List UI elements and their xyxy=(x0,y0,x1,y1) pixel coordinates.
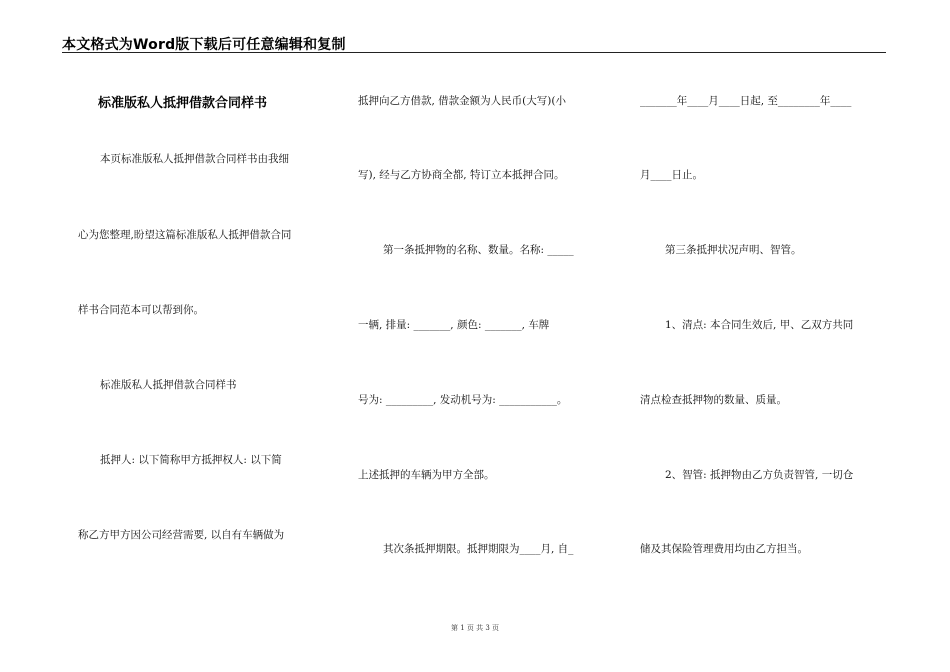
paragraph-line: 1、清点: 本合同生效后, 甲、乙双方共同 xyxy=(665,319,854,331)
paragraph-line: 写), 经与乙方协商全都, 特订立本抵押合同。 xyxy=(358,169,565,181)
paragraph-line: 清点检查抵押物的数量、质量。 xyxy=(640,394,787,406)
paragraph-line: 抵押人: 以下简称甲方抵押权人: 以下简 xyxy=(100,454,282,466)
page-footer: 第 1 页 共 3 页 xyxy=(450,624,500,632)
paragraph-line: _______年____月____日起, 至________年____ xyxy=(640,95,852,107)
paragraph-line: 标准版私人抵押借款合同样书 xyxy=(100,379,237,391)
paragraph-line: 储及其保险管理费用均由乙方担当。 xyxy=(640,543,808,555)
paragraph-line: 心为您整理,盼望这篇标准版私人抵押借款合同 xyxy=(78,229,292,241)
paragraph-line: 第三条抵押状况声明、智管。 xyxy=(665,244,802,256)
paragraph-line: 上述抵押的车辆为甲方全部。 xyxy=(358,469,495,481)
paragraph-line: 称乙方甲方因公司经营需要, 以自有车辆做为 xyxy=(78,529,285,541)
document-title: 标准版私人抵押借款合同样书 xyxy=(98,96,268,111)
column-2 xyxy=(358,0,608,672)
paragraph-line: 第一条抵押物的名称、数量。名称: _____ xyxy=(383,244,574,256)
paragraph-line: 月____日止。 xyxy=(640,169,703,181)
paragraph-line: 一辆, 排量: _______, 颜色: _______, 车牌 xyxy=(358,319,550,331)
column-1 xyxy=(78,0,323,672)
paragraph-line: 样书合同范本可以帮到你。 xyxy=(78,304,204,316)
paragraph-line: 抵押向乙方借款, 借款金额为人民币(大写)(小 xyxy=(358,95,566,107)
paragraph-line: 其次条抵押期限。抵押期限为____月, 自_ xyxy=(383,543,574,555)
column-3 xyxy=(640,0,890,672)
paragraph-line: 2、智管: 抵押物由乙方负责智管, 一切仓 xyxy=(665,469,854,481)
paragraph-line: 号为: _________, 发动机号为: ___________。 xyxy=(358,394,568,406)
paragraph-line: 本页标准版私人抵押借款合同样书由我细 xyxy=(100,153,289,165)
header-note: 本文格式为Word版下载后可任意编辑和复制 xyxy=(62,37,346,53)
